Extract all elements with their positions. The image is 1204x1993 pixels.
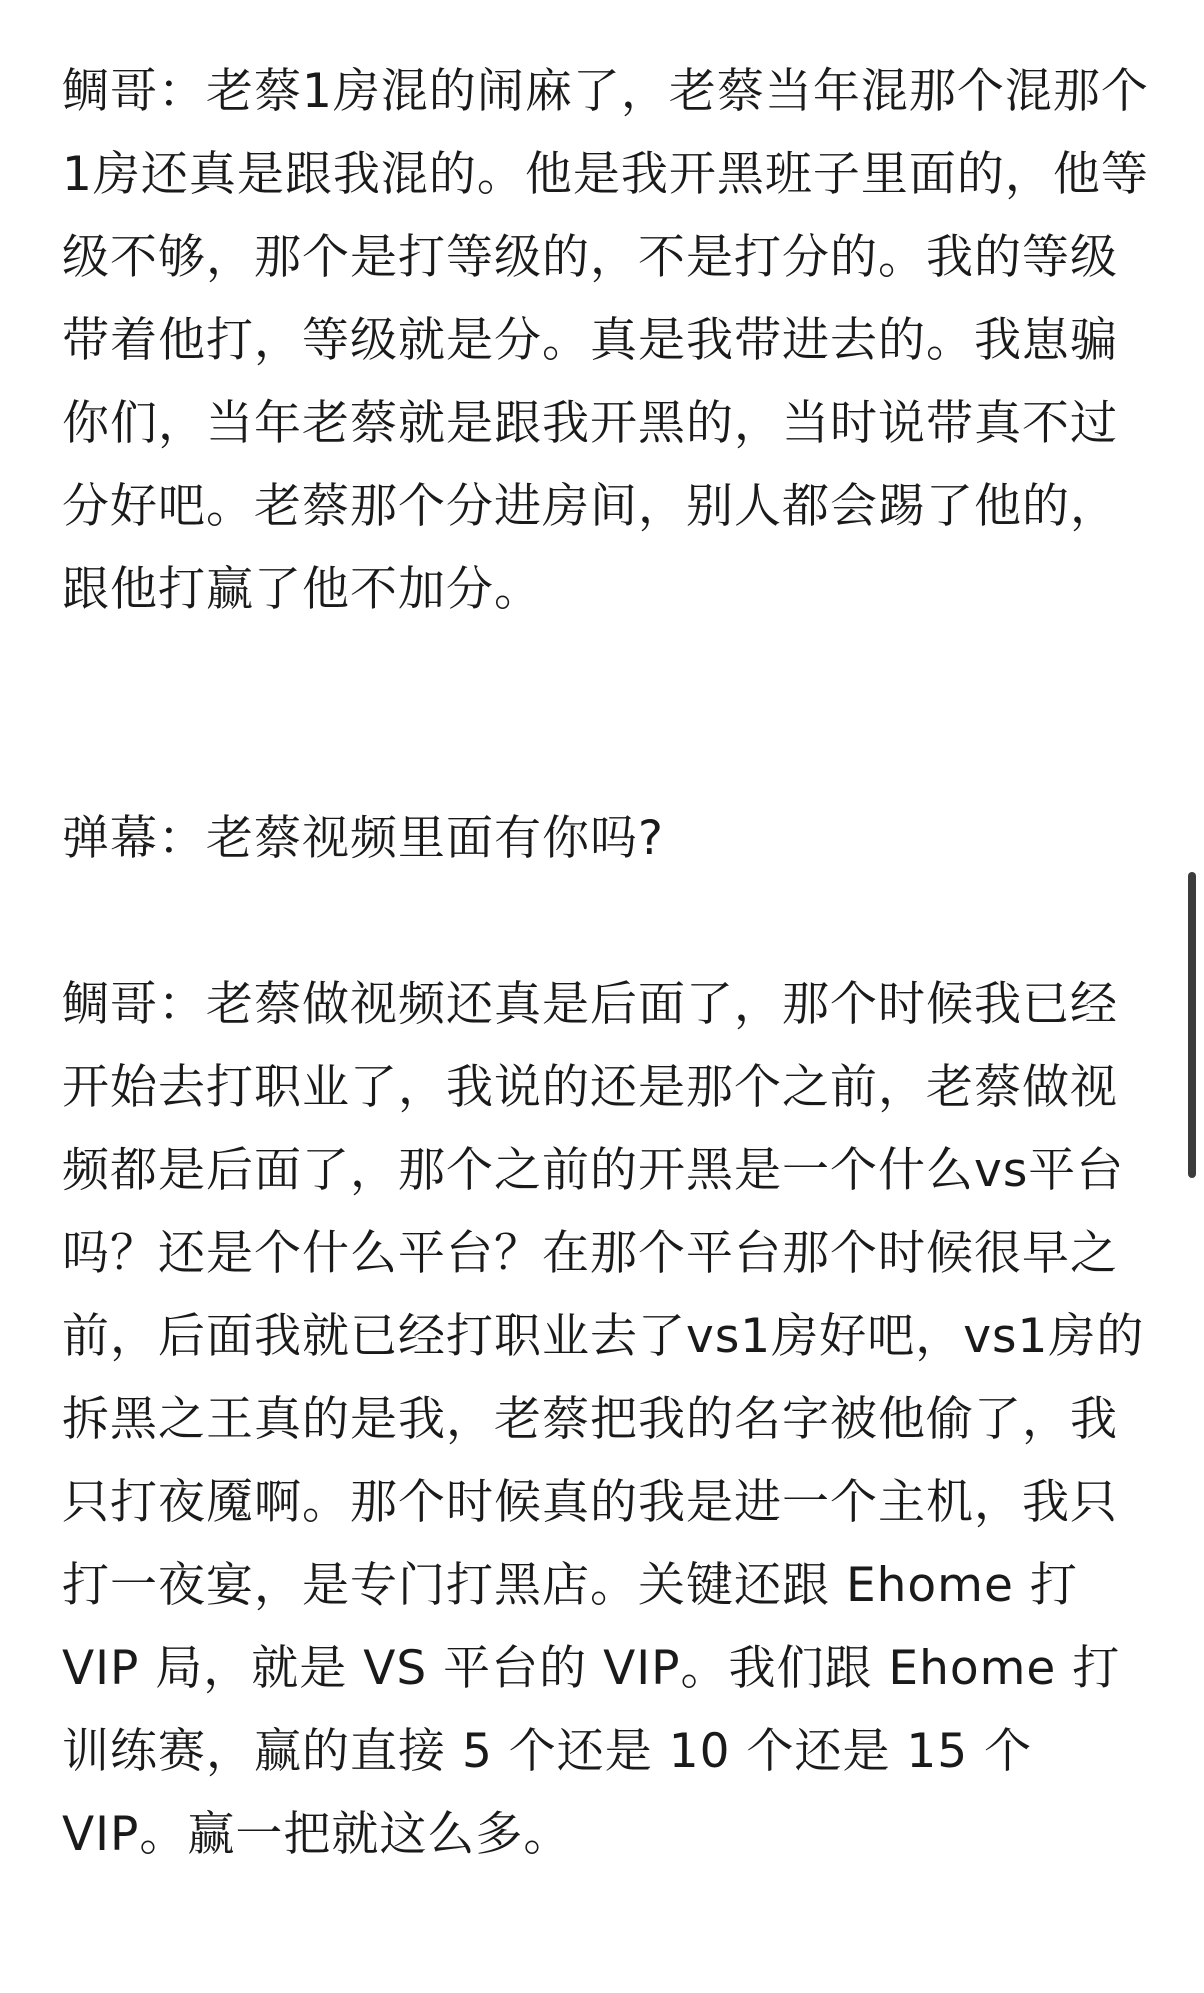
transcript (62, 50, 1150, 1876)
scrollbar[interactable] (1188, 872, 1196, 1178)
paragraph-2: 弹幕：老蔡视频里面有你吗? (62, 811, 664, 866)
paragraph-3: 鲷哥：老蔡做视频还真是后面了，那个时候我已经开始去打职业了，我说的还是那个之前，老蔡做视频都是后面了，那个之前的开黑是一个什么vs平台吗？还是个什么平台？在那个平台那个时候很早之前，后面我就已经打职业去了vs1房好吧，vs1房的拆黑之王真的是我，老蔡把我的名字被他偷了，我只打夜魇啊。那个时候真的我是进一个主机，我只打一夜宴，是专门打黑店。关键还跟 Ehome 打 VIP 局，就是 VS 平台的 VIP。我们跟 Ehome 打训练赛，赢的直接 5 个还是 10 个还是 15 个 VIP。赢一把就这么多。 (62, 977, 1145, 1862)
paragraph-1: 鲷哥：老蔡1房混的闹麻了，老蔡当年混那个混那个1房还真是跟我混的。他是我开黑班子里面的，他等级不够，那个是打等级的，不是打分的。我的等级带着他打，等级就是分。真是我带进去的。我崽骗你们，当年老蔡就是跟我开黑的，当时说带真不过分好吧。老蔡那个分进房间，别人都会踢了他的，跟他打赢了他不加分。 (62, 64, 1149, 617)
